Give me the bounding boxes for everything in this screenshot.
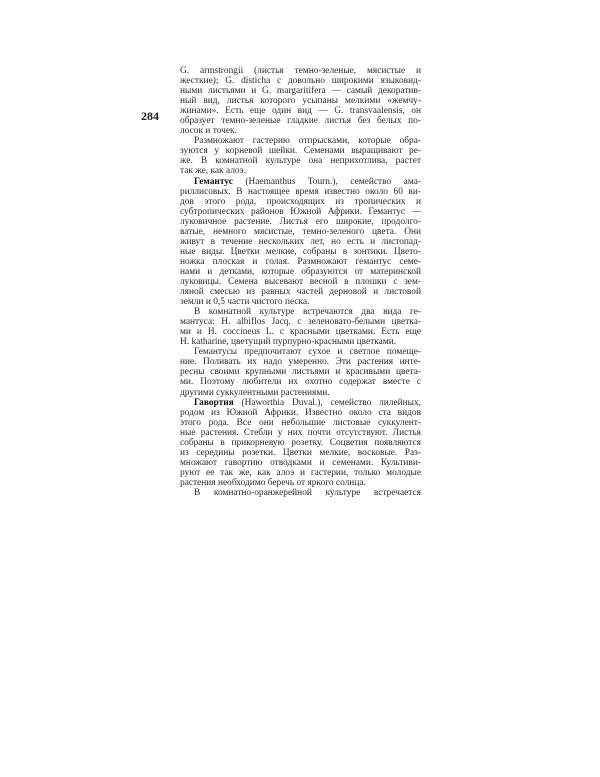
text-line — [180, 187, 421, 197]
line-text: из середины розетки. Цветки мелкие, восковые. Раз- — [180, 447, 421, 458]
text-line — [180, 438, 421, 448]
body-text — [180, 66, 421, 498]
line-text: жинами». Есть еще один вид — G. transvaalensis, он — [180, 106, 421, 117]
text-line — [180, 317, 421, 327]
text-line — [180, 377, 421, 387]
line-text: земли и 0,5 части чистого песка. — [180, 297, 310, 308]
line-text: ножка плоская и голая. Размножают гемантус семе- — [180, 256, 421, 267]
line-text: другими суккулентными растениями. — [180, 387, 330, 398]
line-text: ватые, немного мясистые, темно-зеленого цвета. Они — [180, 226, 421, 237]
line-text: ние. Поливать их надо умеренно. Эти растения инте- — [180, 357, 421, 368]
line-text: зуются у корневой шейки. Семенами выращивают ре- — [180, 146, 421, 157]
text-line — [180, 116, 421, 126]
line-text: Гемантусы предпочитают сухое и светлое помеще- — [194, 347, 421, 358]
line-text: мантуса: H. albiflos Jacq. с зеленовато-белыми цветка- — [180, 317, 421, 328]
text-line — [180, 126, 421, 136]
text-line — [180, 408, 421, 418]
line-text: ресны своими крупными листьями и красивыми цвета- — [180, 367, 421, 378]
text-line — [180, 207, 421, 217]
text-line — [180, 247, 421, 257]
line-text: ми и H. coccineus L. с красными цветками. Есть еще — [180, 327, 421, 338]
line-text: ные виды. Цветки мелкие, собраны в зонтики. Цвето- — [180, 246, 421, 257]
line-text: же. В комнатной культуре она неприхотлива, растет — [180, 156, 421, 167]
line-text: растения необходимо беречь от яркого солнца. — [180, 477, 366, 488]
line-text: лосок и точек. — [180, 126, 237, 137]
text-line — [180, 327, 421, 337]
text-line — [180, 468, 421, 478]
line-text: этого рода. Все они небольшие листовые суккулент- — [180, 417, 421, 428]
line-text: В комнатной культуре встречаются два вида ге- — [194, 307, 421, 318]
line-text: жесткие); G. disticha с довольно широкими языковид- — [180, 76, 421, 87]
text-line — [180, 367, 421, 377]
text-line — [180, 478, 421, 488]
text-line — [180, 96, 421, 106]
entry-heading: Гавортия — [194, 397, 234, 408]
text-line — [180, 488, 421, 498]
line-text: субтропических районов Южной Африки. Гемантус — — [180, 206, 421, 217]
line-text: образует темно-зеленые гладкие листья без белых по- — [180, 116, 421, 127]
line-text: Размножают гастерию отпрысками, которые обра- — [194, 136, 421, 147]
text-line — [180, 146, 421, 156]
line-text: луковицы. Семена высевают весной в плошки с зем- — [180, 276, 421, 287]
text-line — [180, 76, 421, 86]
text-line — [180, 166, 421, 176]
line-text: ными листьями и G. margaritifera — самый декоратив- — [180, 86, 421, 97]
text-line — [180, 448, 421, 458]
line-text: ный вид, листья которого усыпаны мелкими «жемчу- — [180, 96, 421, 107]
text-line — [180, 307, 421, 317]
text-line — [180, 277, 421, 287]
line-text: множают гавортию отводками и семенами. Культиви- — [180, 457, 421, 468]
page-number: 284 — [141, 109, 159, 123]
text-line — [180, 287, 421, 297]
line-text: ляной смесью из равных частей дерновой и листовой — [180, 287, 421, 298]
text-line — [180, 297, 421, 307]
line-text: живут в течение нескольких лет, но есть и листопад- — [180, 236, 421, 247]
text-line — [180, 418, 421, 428]
text-line — [180, 398, 421, 408]
text-line — [180, 156, 421, 166]
text-line — [180, 106, 421, 116]
text-line — [180, 237, 421, 247]
line-text: ные растения. Стебли у них почти отсутствуют. Листья — [180, 427, 421, 438]
line-text: луковичное растение. Листья его широкие, продолго- — [180, 216, 421, 227]
line-text: В комнатно-оранжерейной культуре встречается — [194, 487, 421, 498]
line-text: (Haworthia Duval.), семейство лилейных, — [233, 397, 421, 408]
text-line — [180, 337, 421, 347]
text-line — [180, 458, 421, 468]
line-text: нами и детками, которые образуются от материнской — [180, 266, 421, 277]
text-line — [180, 136, 421, 146]
line-text: родом из Южной Африки. Известно около ста видов — [180, 407, 421, 418]
entry-heading: Гемантус — [194, 176, 233, 187]
text-line — [180, 66, 421, 76]
text-line — [180, 227, 421, 237]
text-line — [180, 347, 421, 357]
text-line — [180, 388, 421, 398]
text-line — [180, 197, 421, 207]
text-line — [180, 267, 421, 277]
line-text: G. armstrongii (листья темно-зеленые, мясистые и — [180, 66, 421, 76]
line-text: так же, как алоэ. — [180, 166, 247, 177]
line-text: H. katharine, цветущий пурпурно-красными цветками. — [180, 337, 397, 348]
text-line — [180, 257, 421, 267]
text-line — [180, 177, 421, 187]
line-text: собраны в прикорневую розетку. Соцветия появляются — [180, 437, 421, 448]
line-text: риллисовых. В настоящее время известно около 60 ви- — [180, 186, 421, 197]
line-text: (Haemanthus Tourn.), семейство ама- — [232, 176, 421, 187]
line-text: руют ее так же, как алоэ и гастерии, только молодые — [180, 467, 421, 478]
text-line — [180, 86, 421, 96]
text-line — [180, 217, 421, 227]
line-text: ми. Поэтому любители их охотно содержат вместе с — [180, 377, 421, 388]
text-line — [180, 428, 421, 438]
text-line — [180, 357, 421, 367]
line-text: дов этого рода, происходящих из тропических и — [180, 196, 421, 207]
